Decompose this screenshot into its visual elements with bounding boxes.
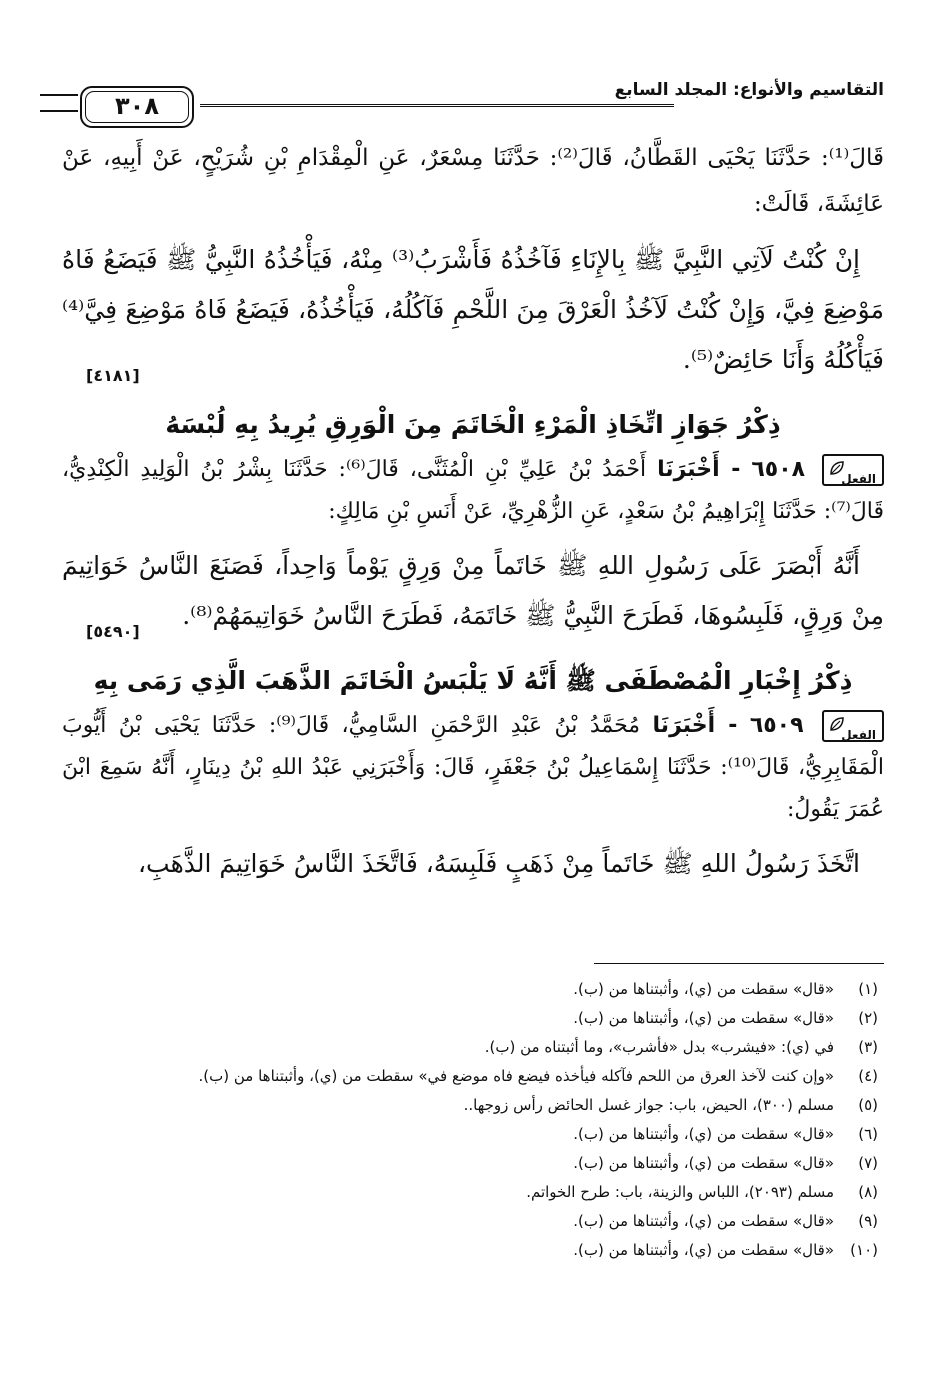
footnote-text: «قال» سقطت من (ي)، وأثبتناها من (ب). [573, 1212, 834, 1230]
footnote [66, 1091, 878, 1120]
chapter-heading: ذِكْرُ جَوَازِ اتِّخَاذِ الْمَرْءِ الْخَاتَمَ مِنَ الْوَرِقِ يُرِيدُ بِهِ لُبْسَهُ [165, 410, 781, 439]
footnote [66, 1178, 878, 1207]
running-title: التقاسيم والأنواع: المجلد السابع [614, 80, 884, 100]
footnote-text: «قال» سقطت من (ي)، وأثبتناها من (ب). [573, 1154, 834, 1172]
isnad-text: مُحَمَّدُ بْنُ عَبْدِ الرَّحْمَنِ السَّامِيُّ، قَالَ⁽⁹⁾: حَدَّثَنَا يَحْيَى بْنُ أَيُّوبَ الْمَقَابِرِيُّ، قَالَ⁽¹⁰⁾: حَدَّثَنَا إِسْمَاعِيلُ بْنُ جَعْفَرٍ، قَالَ: وَأَخْبَرَنِي عَبْدُ اللهِ بْنُ دِينَارٍ، أَنَّهُ سَمِعَ ابْنَ عُمَرَ يَقُولُ: [62, 713, 884, 822]
hadith-body: أَنَّهُ أَبْصَرَ عَلَى رَسُولِ اللهِ ﷺ خَاتَماً مِنْ وَرِقٍ يَوْماً وَاحِداً، فَصَنَعَ النَّاسُ خَوَاتِيمَ مِنْ وَرِقٍ، فَلَبِسُوهَا، فَطَرَحَ النَّبِيُّ ﷺ خَاتَمَهُ، فَطَرَحَ النَّاسُ خَوَاتِيمَهُمْ⁽⁸⁾. [62, 551, 884, 630]
footnote-number: (٢) [858, 1009, 878, 1027]
hadith-isnad: الفعل ٦٥٠٩ - أَخْبَرَنَا مُحَمَّدُ بْنُ عَبْدِ الرَّحْمَنِ السَّامِيُّ، قَالَ⁽⁹⁾: حَدَّثَنَا يَحْيَى بْنُ أَيُّوبَ الْمَقَابِرِيُّ، قَالَ⁽¹⁰⁾: حَدَّثَنَا إِسْمَاعِيلُ بْنُ جَعْفَرٍ، قَالَ: وَأَخْبَرَنِي عَبْدُ اللهِ بْنُ دِينَارٍ، أَنَّهُ سَمِعَ ابْنَ عُمَرَ يَقُولُ: [62, 705, 884, 831]
footnote-text: «قال» سقطت من (ي)، وأثبتناها من (ب). [573, 1009, 834, 1027]
footnote-text: «قال» سقطت من (ي)، وأثبتناها من (ب). [573, 1241, 834, 1259]
footnote-text: مسلم (٢٠٩٣)، اللباس والزينة، باب: طرح الخواتم. [526, 1183, 834, 1201]
footnote-text: مسلم (٣٠٠)، الحيض، باب: جواز غسل الحائض رأس زوجها.. [463, 1096, 834, 1114]
footnote [66, 1149, 878, 1178]
category-tag-label: الفعل [841, 472, 877, 486]
hadith-isnad: الفعل ٦٥٠٨ - أَخْبَرَنَا أَحْمَدُ بْنُ عَلِيِّ بْنِ الْمُثَنَّى، قَالَ⁽⁶⁾: حَدَّثَنَا بِشْرُ بْنُ الْوَلِيدِ الْكِنْدِيُّ، قَالَ⁽⁷⁾: حَدَّثَنَا إِبْرَاهِيمُ بْنُ سَعْدٍ، عَنِ الزُّهْرِيِّ، عَنْ أَنَسِ بْنِ مَالِكٍ: [62, 449, 884, 533]
footnote [66, 1033, 878, 1062]
footnote [66, 1236, 878, 1265]
akhbarana-label: أَخْبَرَنَا [657, 457, 720, 482]
leaf-icon [828, 715, 846, 733]
header-rule [200, 104, 674, 107]
footnote-text: «وإن كنت لآخذ العرق من اللحم فآكله فيأخذه فيضع فاه موضع في» سقطت من (ي)، وأثبتناها من (ب). [198, 1067, 834, 1085]
hadith-number: ٦٥٠٨ [751, 457, 806, 482]
footnote-number: (٨) [858, 1183, 878, 1201]
akhbarana-label: أَخْبَرَنَا [652, 713, 716, 738]
hadith-reference: [٤١٨١] [86, 366, 140, 385]
footnote [66, 1004, 878, 1033]
hadith-text: اتَّخَذَ رَسُولُ اللهِ ﷺ خَاتَماً مِنْ ذَهَبٍ فَلَبِسَهُ، فَاتَّخَذَ النَّاسُ خَوَاتِيمَ الذَّهَبِ، [137, 849, 860, 878]
footnote-text: في (ي): «فيشرب» بدل «فأشرب»، وما أثبتناه من (ب). [484, 1038, 834, 1056]
hadith-text [62, 235, 884, 385]
footnote-number: (٣) [858, 1038, 878, 1056]
chapter-heading: ذِكْرُ إِخْبَارِ الْمُصْطَفَى ﷺ أَنَّهُ لَا يَلْبَسُ الْخَاتَمَ الذَّهَبَ الَّذِي رَمَى بِهِ [93, 666, 853, 695]
main-text [62, 135, 884, 889]
leaf-icon [828, 459, 846, 477]
footnote-number: (٧) [858, 1154, 878, 1172]
footnote-number: (٥) [858, 1096, 878, 1114]
isnad-paragraph: قَالَ⁽¹⁾: حَدَّثَنَا يَحْيَى القَطَّانُ، قَالَ⁽²⁾: حَدَّثَنَا مِسْعَرٌ، عَنِ الْمِقْدَامِ بْنِ شُرَيْحٍ، عَنْ أَبِيهِ، عَنْ عَائِشَةَ، قَالَتْ: [62, 145, 884, 217]
footnote [66, 1120, 878, 1149]
isnad-text: أَحْمَدُ بْنُ عَلِيِّ بْنِ الْمُثَنَّى، قَالَ⁽⁶⁾: حَدَّثَنَا بِشْرُ بْنُ الْوَلِيدِ الْكِنْدِيُّ، قَالَ⁽⁷⁾: حَدَّثَنَا إِبْرَاهِيمُ بْنُ سَعْدٍ، عَنِ الزُّهْرِيِّ، عَنْ أَنَسِ بْنِ مَالِكٍ: [62, 457, 884, 524]
footnote-text: «قال» سقطت من (ي)، وأثبتناها من (ب). [573, 980, 834, 998]
hadith-reference: [٥٤٩٠] [86, 622, 140, 641]
header-ornament-lines [40, 94, 78, 112]
category-tag [822, 454, 884, 486]
hadith-number: ٦٥٠٩ [749, 713, 804, 738]
footnote-number: (١٠) [850, 1241, 878, 1259]
hadith-body: إِنْ كُنْتُ لَآتِي النَّبِيَّ ﷺ بِالإِنَاءِ فَآخُذُهُ فَأَشْرَبُ⁽³⁾ مِنْهُ، فَيَأْخُذُهُ النَّبِيُّ ﷺ فَيَضَعُ فَاهُ مَوْضِعَ فِيَّ، وَإِنْ كُنْتُ لَآخُذُ الْعَرْقَ مِنَ اللَّحْمِ فَآكُلُهُ، فَيَأْخُذُهُ، فَيَضَعُ فَاهُ مَوْضِعَ فِيَّ⁽⁴⁾ فَيَأْكُلُهُ وَأَنَا حَائِضٌ⁽⁵⁾. [62, 245, 884, 374]
footnote-number: (١) [858, 980, 878, 998]
footnote-number: (٦) [858, 1125, 878, 1143]
page-number: ٣٠٨ [115, 92, 159, 120]
page-number-frame [80, 86, 194, 128]
category-tag [822, 710, 884, 742]
footnote-number: (٤) [858, 1067, 878, 1085]
footnote-separator [594, 963, 884, 964]
hadith-text [62, 541, 884, 641]
category-tag-label: الفعل [841, 728, 876, 742]
footnote-text: «قال» سقطت من (ي)، وأثبتناها من (ب). [573, 1125, 834, 1143]
footnote [66, 975, 878, 1004]
footnote-number: (٩) [858, 1212, 878, 1230]
page-header [40, 70, 884, 130]
footnotes [66, 975, 878, 1265]
footnote [66, 1207, 878, 1236]
footnote [66, 1062, 878, 1091]
